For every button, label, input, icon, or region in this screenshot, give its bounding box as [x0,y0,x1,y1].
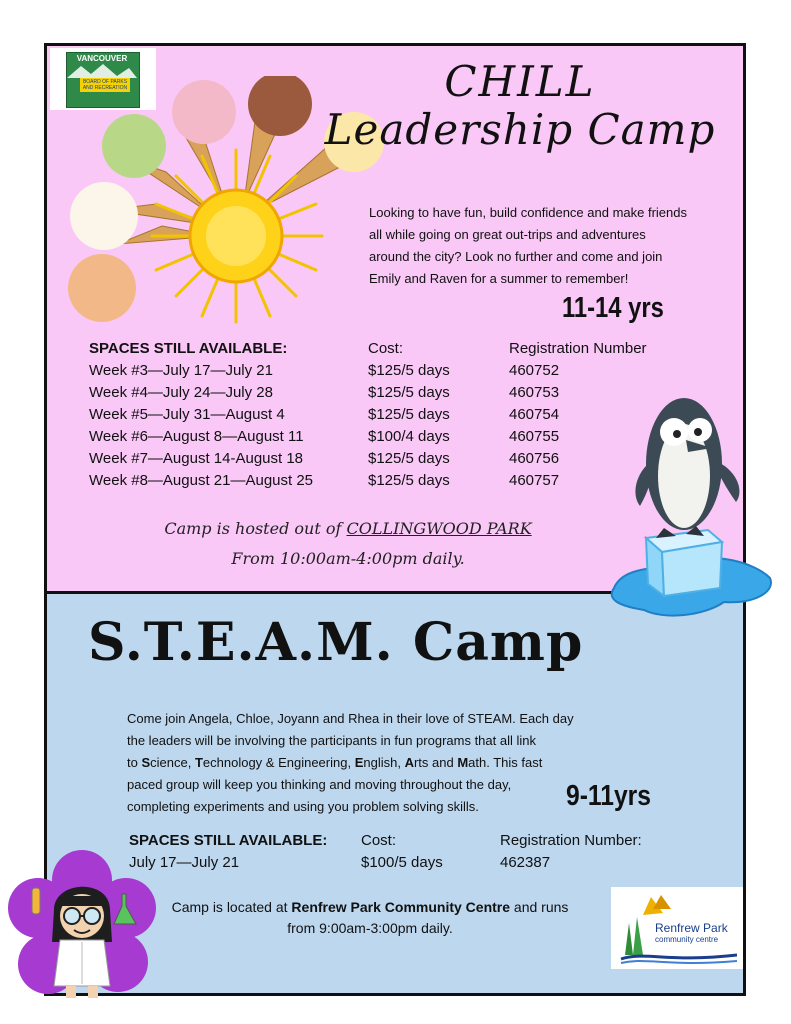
chill-row-cost: $125/5 days [368,450,450,467]
chill-row-reg: 460754 [509,406,560,423]
chill-row-week: Week #5—July 31—August 4 [89,406,285,423]
chill-row-reg: 460757 [509,472,560,489]
hosted-prefix: Camp is hosted out of [164,519,347,538]
chill-row-reg: 460752 [509,362,560,379]
steam-hours: from 9:00am-3:00pm daily. [287,920,453,936]
chill-title [300,58,740,154]
chill-row-cost: $125/5 days [368,384,450,401]
chill-row-cost: $125/5 days [368,472,450,489]
steam-location-info: Camp is located at Renfrew Park Community Centre and runs from 9:00am-3:00pm daily. [140,897,600,939]
chill-age-range: 11-14 yrs [562,292,664,324]
steam-desc-line-acronym: to Science, Technology & Engineering, English, Arts and Math. This fast [127,755,543,770]
renfrew-logo-name: Renfrew Park [655,921,728,935]
steam-row-cost: $100/5 days [361,854,443,871]
chill-row-cost: $125/5 days [368,362,450,379]
chill-cost-header: Cost: [368,340,404,357]
steam-desc-line: Come join Angela, Chloe, Joyann and Rhea in their love of STEAM. Each day [127,711,574,726]
chill-intro: Looking to have fun, build confidence and make friends all while going on great out-trips and adventures around the city? Look no further and come and join Emily and Raven for a summer to remember! [369,205,687,286]
chill-row-cost: $100/4 days [368,428,450,445]
chill-row-week: Week #7—August 14-August 18 [89,450,304,467]
steam-desc-line: paced group will keep you thinking and moving throughout the day, [127,777,512,792]
renfrew-logo-sub: community centre [655,935,719,944]
chill-row-week: Week #8—August 21—August 25 [89,472,314,489]
chill-spaces-header: SPACES STILL AVAILABLE: [89,340,288,357]
chill-row-week: Week #4—July 24—July 28 [89,384,273,401]
steam-reg-header: Registration Number: [500,832,642,849]
chill-row-reg: 460753 [509,384,560,401]
steam-description [127,708,607,818]
steam-row-week: July 17—July 21 [129,854,240,871]
chill-row-reg: 460755 [509,428,560,445]
vancouver-logo-sub: BOARD OF PARKS AND RECREATION [80,78,130,92]
steam-title: S.T.E.A.M. Camp [88,612,584,673]
location-name: Renfrew Park Community Centre [291,899,511,915]
chill-row-week: Week #3—July 17—July 21 [89,362,273,379]
chill-title-line1: CHILL [444,57,596,106]
steam-cost-header: Cost: [361,832,397,849]
hosted-park: COLLINGWOOD PARK [346,519,532,538]
penguin-on-ice-illustration [604,392,776,626]
steam-desc-line: completing experiments and using you problem solving skills. [127,799,479,814]
steam-row-reg: 462387 [500,854,551,871]
steam-age-range: 9-11yrs [566,780,651,812]
scientist-girl-illustration [8,850,156,1000]
chill-row-reg: 460756 [509,450,560,467]
chill-title-line2: Leadership Camp [324,105,716,154]
renfrew-park-logo [611,887,743,969]
vancouver-logo-name: VANCOUVER [76,54,128,63]
chill-row-week: Week #6—August 8—August 11 [89,428,304,445]
chill-hours: From 10:00am-4:00pm daily. [231,549,465,568]
chill-hosted-info [48,514,648,574]
steam-desc-line: the leaders will be involving the participants in fun programs that all link [127,733,536,748]
steam-spaces-header: SPACES STILL AVAILABLE: [129,832,328,849]
chill-reg-header: Registration Number [509,340,647,357]
chill-row-cost: $125/5 days [368,406,450,423]
